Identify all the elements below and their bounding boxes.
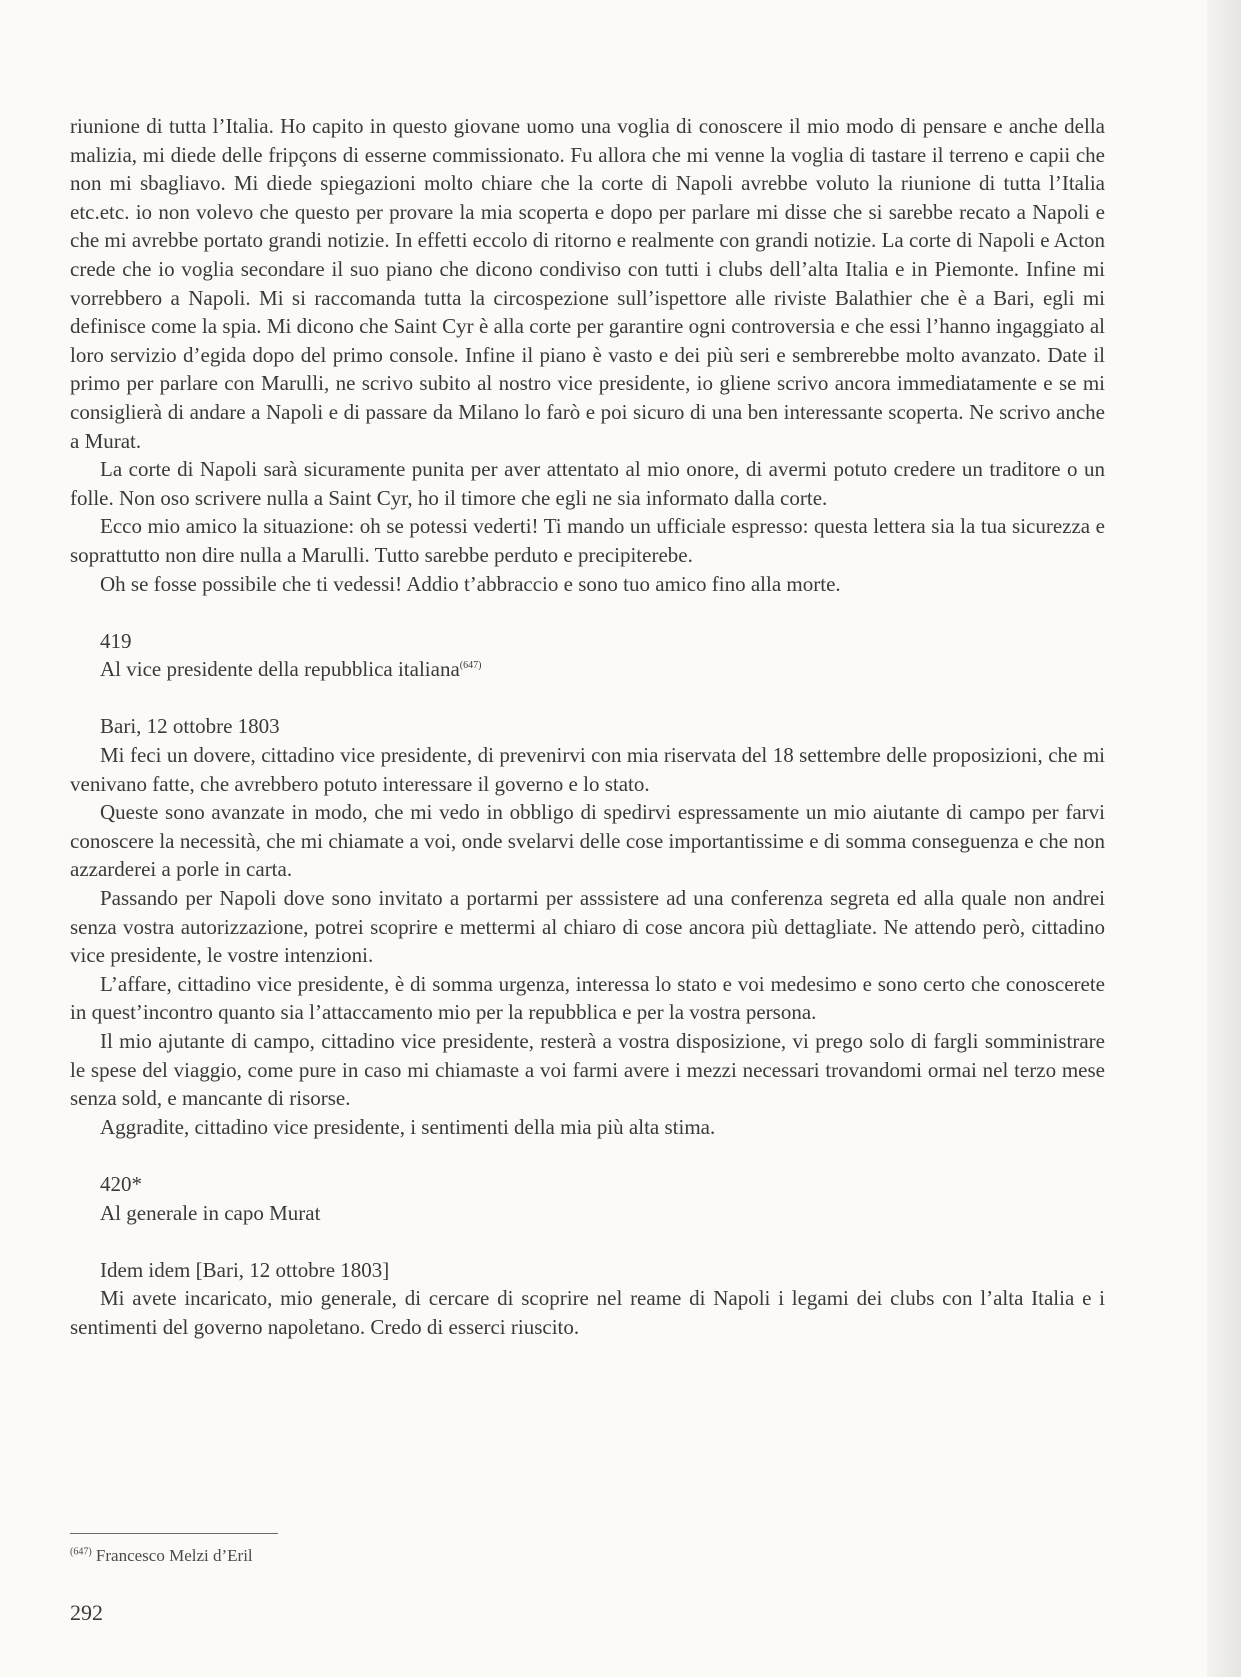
letter-number: 420* [100,1171,142,1196]
spacer [70,1141,1105,1170]
page-number: 292 [70,1600,103,1625]
footnote-reference[interactable]: (647) [459,660,482,672]
letter-paragraph: Passando per Napoli dove sono invitato a portarmi per asssistere ad una conferenza segreta ed alla quale non andrei senza vostra autorizzazione, potrei scoprire e mettermi al chiaro di cose ancora più dettagliate. Ne attendo però, cittadino vice presidente, le vostre intenzioni. [70,886,1105,968]
letter-number: 419 [100,628,132,653]
spacer [70,1227,1105,1256]
footnote-divider [70,1533,278,1534]
page-edge-shadow [1207,0,1241,1677]
letter-paragraph: Mi feci un dovere, cittadino vice presidente, di prevenirvi con mia riservata del 18 settembre delle proposizioni, che mi venivano fatte, che avrebbero potuto interessare il governo e lo stato. [70,743,1105,796]
letter-paragraph: Aggradite, cittadino vice presidente, i sentimenti della mia più alta stima. [100,1114,716,1139]
letter-paragraph: L’affare, cittadino vice presidente, è di somma urgenza, interessa lo stato e voi medesimo e sono certo che conoscerete in quest’incontro quanto sia l’attaccamento mio per la repubblica e per la vostra persona. [70,971,1105,1025]
letter-paragraph: Il mio ajutante di campo, cittadino vice presidente, resterà a vostra disposizione, vi prego solo di fargli somministrare le spese del viaggio, come pure in caso mi chiamaste a voi farmi avere i mezzi necessari trovandomi ormai nel terzo mese senza sold, e mancante di risorse. [70,1029,1105,1111]
spacer [70,684,1105,713]
footnote-text: Francesco Melzi d’Eril [95,1546,253,1565]
letter-paragraph: Mi avete incaricato, mio generale, di cercare di scoprire nel reame di Napoli i legami dei clubs con l’alta Italia e i sentimenti del governo napoletano. Credo di esserci riuscito. [70,1286,1105,1339]
letter-recipient [70,655,1105,684]
recipient-text: Al vice presidente della repubblica italiana [100,657,460,682]
letter-date: Bari, 12 ottobre 1803 [100,714,280,739]
footnote [70,1545,253,1567]
continuation-paragraph: Oh se fosse possibile che ti vedessi! Addio t’abbraccio e sono tuo amico fino alla morte. [100,571,841,596]
letter-paragraph: Queste sono avanzate in modo, che mi vedo in obbligo di spedirvi espressamente un mio aiutante di campo per farvi conoscere la necessità, che mi chiamate a voi, onde svelarvi delle cose importantissime e di somma conseguenza e che non azzarderei a porle in carta. [70,800,1105,882]
continuation-paragraph: La corte di Napoli sarà sicuramente punita per aver attentato al mio onore, di avermi potuto credere un traditore o un folle. Non oso scrivere nulla a Saint Cyr, ho il timore che egli ne sia informato dalla corte. [70,457,1105,510]
letter-recipient: Al generale in capo Murat [100,1200,321,1225]
spacer [70,598,1105,627]
footnote-marker: (647) [70,1546,92,1558]
continuation-paragraph: Ecco mio amico la situazione: oh se potessi vederti! Ti mando un ufficiale espresso: questa lettera sia la tua sicurezza e soprattutto non dire nulla a Marulli. Tutto sarebbe perduto e precipiterebe. [70,514,1105,567]
letter-date: Idem idem [Bari, 12 ottobre 1803] [100,1257,390,1282]
main-text [70,112,1105,1342]
continuation-paragraph: riunione di tutta l’Italia. Ho capito in questo giovane uomo una voglia di conoscere il mio modo di pensare e anche della malizia, mi diede delle fripçons di esserne commissionato. Fu allora che mi venne la voglia di tastare il terreno e capii che non mi sbagliavo. Mi diede spiegazioni molto chiare che la corte di Napoli avrebbe voluto la riunione di tutta l’Italia etc.etc. io non volevo che questo per provare la mia scoperta e dopo per parlare mi disse che si sarebbe recato a Napoli e che mi avrebbe portato grandi notizie. In effetti eccolo di ritorno e realmente con grandi notizie. La corte di Napoli e Acton crede che io voglia secondare il suo piano che dicono condiviso con tutti i clubs dell’alta Italia e in Piemonte. Infine mi vorrebbero a Napoli. Mi si raccomanda tutta la circospezione sull’ispettore alle riviste Balathier che è a Bari, egli mi definisce come la spia. Mi dicono che Saint Cyr è alla corte per garantire ogni controversia e che essi l’hanno ingaggiato al loro servizio d’egida dopo del primo console. Infine il piano è vasto e dei più seri e sembrerebbe molto avanzato. Date il primo per parlare con Marulli, ne scrivo subito al nostro vice presidente, io gliene scrivo ancora immediatamente e se mi consiglierà di andare a Napoli e di passare da Milano lo farò e poi sicuro di una ben interessante scoperta. Ne scrivo anche a Murat. [70,114,1105,453]
